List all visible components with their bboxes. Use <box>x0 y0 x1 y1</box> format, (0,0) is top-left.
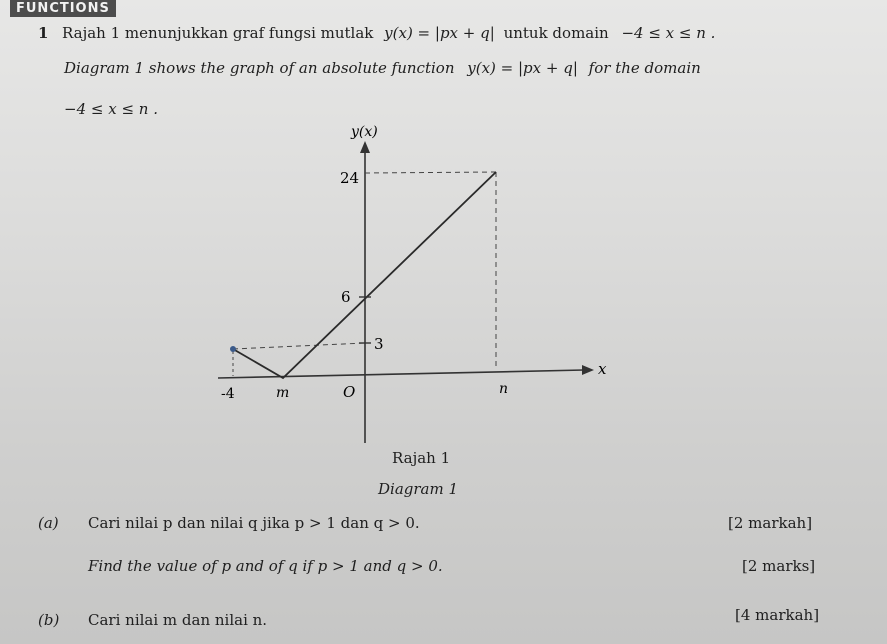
label-24: 24 <box>340 169 360 187</box>
label-3: 3 <box>374 335 384 353</box>
y-axis-arrow <box>360 141 370 153</box>
x-axis-arrow <box>582 365 594 375</box>
label-m: m <box>276 385 290 401</box>
dashed-line-24 <box>365 172 496 173</box>
malay-domain: −4 ≤ x ≤ n . <box>621 24 716 42</box>
label-6: 6 <box>341 288 351 306</box>
x-axis-label: x <box>598 360 607 378</box>
part-a-english: Find the value of p and of q if p > 1 and q > 0. <box>88 557 443 575</box>
y-axis-label: y(x) <box>351 124 378 140</box>
caption-malay: Rajah 1 <box>392 449 451 467</box>
part-b-malay: Cari nilai m dan nilai n. <box>88 611 268 629</box>
english-domain-word: for the domain <box>588 59 701 77</box>
part-a-malay: Cari nilai p dan nilai q jika p > 1 dan q > 0. <box>88 514 420 532</box>
dashed-line-3 <box>233 343 365 349</box>
english-domain: −4 ≤ x ≤ n . <box>64 100 158 118</box>
malay-function: y(x) = |px + q| <box>384 24 495 42</box>
part-b-label: (b) <box>38 611 60 629</box>
malay-domain-word: untuk domain <box>503 24 609 42</box>
label-neg4: -4 <box>221 386 235 402</box>
label-n: n <box>499 381 509 397</box>
english-intro-text: Diagram 1 shows the graph of an absolute function <box>64 59 455 77</box>
malay-intro-text: Rajah 1 menunjukkan graf fungsi mutlak <box>62 24 374 42</box>
english-function: y(x) = |px + q| <box>467 59 578 77</box>
part-b-malay-marks: [4 markah] <box>735 606 820 624</box>
question-number: 1 <box>38 24 49 42</box>
section-header: FUNCTIONS <box>10 0 116 17</box>
label-origin: O <box>343 383 356 401</box>
endpoint-dot <box>230 346 236 352</box>
part-a-english-marks: [2 marks] <box>742 557 816 575</box>
part-a-label: (a) <box>38 514 59 532</box>
caption-english: Diagram 1 <box>378 480 459 498</box>
part-a-malay-marks: [2 markah] <box>728 514 813 532</box>
